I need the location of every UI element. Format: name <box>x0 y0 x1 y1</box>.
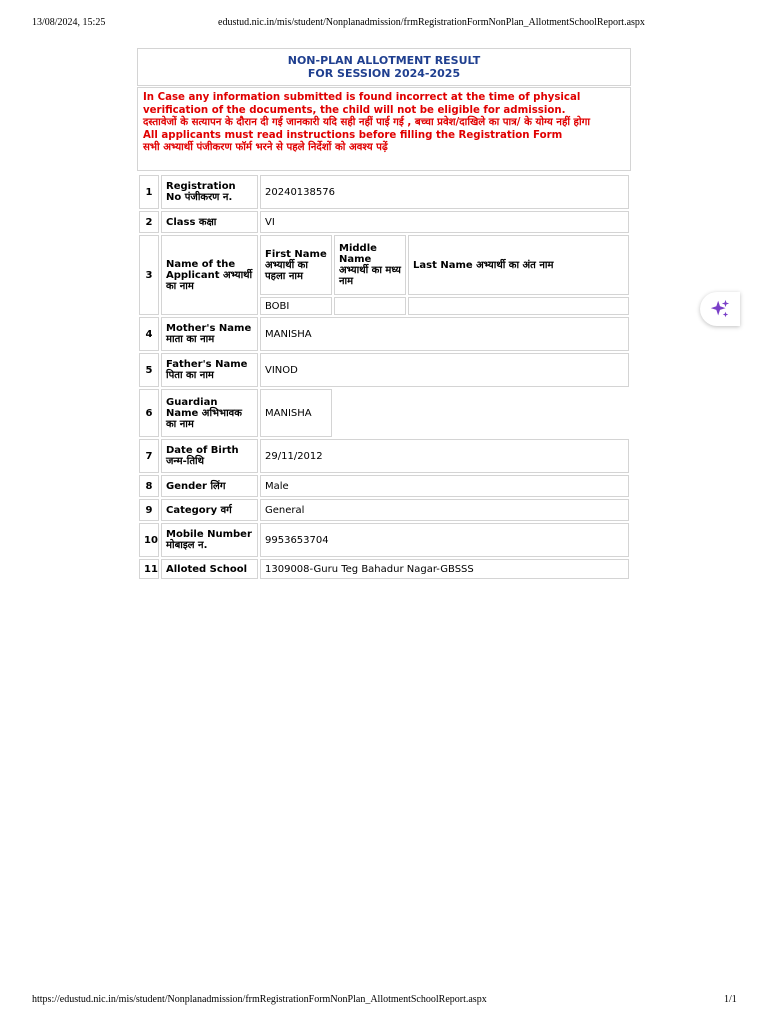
row-number: 4 <box>139 317 159 351</box>
dob-label: Date of Birth जन्म-तिथि <box>161 439 258 473</box>
row-number: 11 <box>139 559 159 579</box>
row-number: 1 <box>139 175 159 209</box>
sparkle-icon <box>709 298 731 320</box>
table-row <box>139 475 629 497</box>
row-number: 10 <box>139 523 159 557</box>
table-row <box>139 175 629 209</box>
allotment-details-table <box>137 173 631 581</box>
table-row <box>139 353 629 387</box>
row-number: 8 <box>139 475 159 497</box>
table-row <box>139 317 629 351</box>
row-number: 3 <box>139 235 159 315</box>
first-name-label: First Name अभ्यार्थी का पहला नाम <box>260 235 332 295</box>
table-row <box>139 235 629 295</box>
middle-name-label: Middle Name अभ्यार्थी का मध्य नाम <box>334 235 406 295</box>
class-value: VI <box>260 211 629 233</box>
report-title-line2: FOR SESSION 2024-2025 <box>307 67 461 80</box>
table-row <box>139 523 629 557</box>
guardian-name-label: Guardian Name अभिभावक का नाम <box>161 389 258 437</box>
row-number: 9 <box>139 499 159 521</box>
applicant-name-label: Name of the Applicant अभ्यार्थी का नाम <box>161 235 258 315</box>
first-name-value: BOBI <box>260 297 332 315</box>
notice-instructions-hindi: सभी अभ्यार्थी पंजीकरण फॉर्म भरने से पहले निर्देशों को अवश्य पढ़ें <box>143 142 388 153</box>
father-name-label: Father's Name पिता का नाम <box>161 353 258 387</box>
print-footer-url: https://edustud.nic.in/mis/student/Nonplanadmission/frmRegistrationFormNonPlan_AllotmentSchoolReport.aspx <box>32 994 487 1005</box>
father-name-value: VINOD <box>260 353 629 387</box>
dob-value: 29/11/2012 <box>260 439 629 473</box>
report-title-box <box>137 48 631 86</box>
empty-cell <box>334 389 629 437</box>
gender-value: Male <box>260 475 629 497</box>
middle-name-value <box>334 297 406 315</box>
notice-english-line: In Case any information submitted is found incorrect at the time of physical verification of the documents, the child will not be eligible for admission. <box>143 92 581 116</box>
table-row <box>139 559 629 579</box>
table-row <box>139 389 629 437</box>
alloted-school-value: 1309008-Guru Teg Bahadur Nagar-GBSSS <box>260 559 629 579</box>
table-row <box>139 499 629 521</box>
notice-hindi-line: दस्तावेजों के सत्यापन के दौरान दी गई जानकारी यदि सही नहीं पाई गई , बच्चा प्रवेश/दाखिले का पात्र/ के योग्य नहीं होगा <box>143 117 590 128</box>
row-number: 5 <box>139 353 159 387</box>
table-row <box>139 211 629 233</box>
row-number: 7 <box>139 439 159 473</box>
notice-instructions-english: All applicants must read instructions before filling the Registration Form <box>143 129 563 141</box>
print-datetime: 13/08/2024, 15:25 <box>32 17 106 28</box>
mother-name-label: Mother's Name माता का नाम <box>161 317 258 351</box>
alloted-school-label: Alloted School <box>161 559 258 579</box>
last-name-label: Last Name अभ्यार्थी का अंत नाम <box>408 235 629 295</box>
mobile-label: Mobile Number मोबाइल न. <box>161 523 258 557</box>
gender-label: Gender लिंग <box>161 475 258 497</box>
registration-label: Registration No पंजीकरण न. <box>161 175 258 209</box>
report-sheet <box>137 48 631 171</box>
ai-assistant-button[interactable] <box>700 292 740 326</box>
guardian-name-value: MANISHA <box>260 389 332 437</box>
notice-box <box>137 87 631 171</box>
row-number: 6 <box>139 389 159 437</box>
registration-value: 20240138576 <box>260 175 629 209</box>
print-page-number: 1/1 <box>724 994 737 1005</box>
mother-name-value: MANISHA <box>260 317 629 351</box>
mobile-value: 9953653704 <box>260 523 629 557</box>
print-header-url: edustud.nic.in/mis/student/Nonplanadmission/frmRegistrationFormNonPlan_AllotmentSchoolReport.aspx <box>218 17 645 28</box>
table-row <box>139 439 629 473</box>
row-number: 2 <box>139 211 159 233</box>
class-label: Class कक्षा <box>161 211 258 233</box>
last-name-value <box>408 297 629 315</box>
category-value: General <box>260 499 629 521</box>
category-label: Category वर्ग <box>161 499 258 521</box>
report-title-line1: NON-PLAN ALLOTMENT RESULT <box>287 54 481 67</box>
